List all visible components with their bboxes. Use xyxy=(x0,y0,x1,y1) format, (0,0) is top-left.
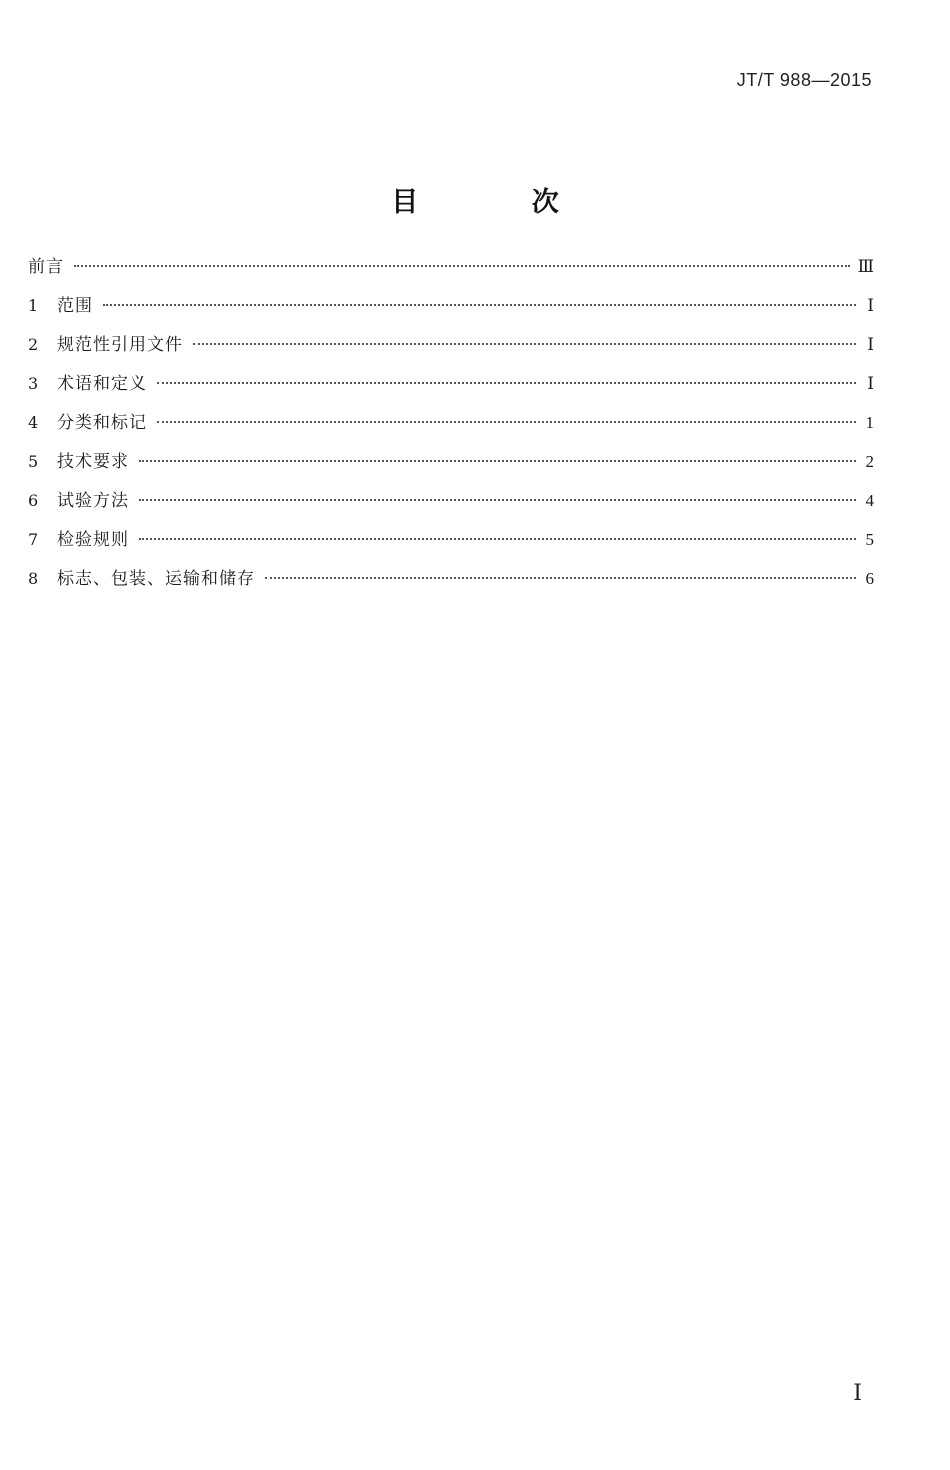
toc-entry-number: 3 xyxy=(28,374,39,393)
toc-entry-2[interactable] xyxy=(28,331,874,370)
toc-entry-text: 技术要求 xyxy=(57,452,129,472)
toc-entry-number: 7 xyxy=(28,530,39,549)
toc-entry-number: 6 xyxy=(28,491,39,510)
toc-entry-3[interactable] xyxy=(28,370,874,409)
toc-entry-page: 6 xyxy=(865,569,874,588)
toc-dot-leader xyxy=(157,421,856,423)
toc-dot-leader xyxy=(74,265,850,267)
toc-entry-text: 分类和标记 xyxy=(57,413,147,433)
toc-dot-leader xyxy=(193,343,856,345)
table-of-contents xyxy=(28,253,874,604)
toc-entry-preface[interactable] xyxy=(28,253,874,292)
page-number: Ⅰ xyxy=(853,1380,862,1405)
toc-dot-leader xyxy=(157,382,856,384)
toc-entry-page: Ⅲ xyxy=(857,257,874,276)
toc-entry-page: Ⅰ xyxy=(867,335,874,354)
toc-entry-number: 1 xyxy=(28,296,39,315)
toc-entry-text: 前言 xyxy=(28,257,64,277)
toc-entry-text: 标志、包装、运输和储存 xyxy=(57,569,255,589)
toc-entry-page: Ⅰ xyxy=(867,374,874,393)
toc-entry-1[interactable] xyxy=(28,292,874,331)
toc-entry-7[interactable] xyxy=(28,526,874,565)
standard-code: JT/T 988—2015 xyxy=(736,70,872,90)
toc-entry-5[interactable] xyxy=(28,448,874,487)
toc-title: 目 次 xyxy=(391,187,611,219)
toc-dot-leader xyxy=(265,577,856,579)
toc-entry-text: 范围 xyxy=(57,296,93,316)
toc-entry-number: 8 xyxy=(28,569,39,588)
toc-entry-page: Ⅰ xyxy=(867,296,874,315)
toc-entry-number: 4 xyxy=(28,413,39,432)
toc-dot-leader xyxy=(139,460,856,462)
toc-entry-text: 试验方法 xyxy=(57,491,129,511)
toc-entry-text: 规范性引用文件 xyxy=(57,335,183,355)
toc-entry-text: 检验规则 xyxy=(57,530,129,550)
toc-entry-6[interactable] xyxy=(28,487,874,526)
toc-entry-text: 术语和定义 xyxy=(57,374,147,394)
toc-dot-leader xyxy=(139,499,856,501)
toc-entry-page: 1 xyxy=(865,413,874,432)
toc-entry-page: 2 xyxy=(865,452,874,471)
toc-dot-leader xyxy=(139,538,856,540)
toc-entry-number: 5 xyxy=(28,452,39,471)
toc-entry-4[interactable] xyxy=(28,409,874,448)
toc-dot-leader xyxy=(103,304,856,306)
toc-entry-page: 5 xyxy=(865,530,874,549)
toc-entry-page: 4 xyxy=(865,491,874,510)
toc-entry-8[interactable] xyxy=(28,565,874,604)
toc-entry-number: 2 xyxy=(28,335,39,354)
